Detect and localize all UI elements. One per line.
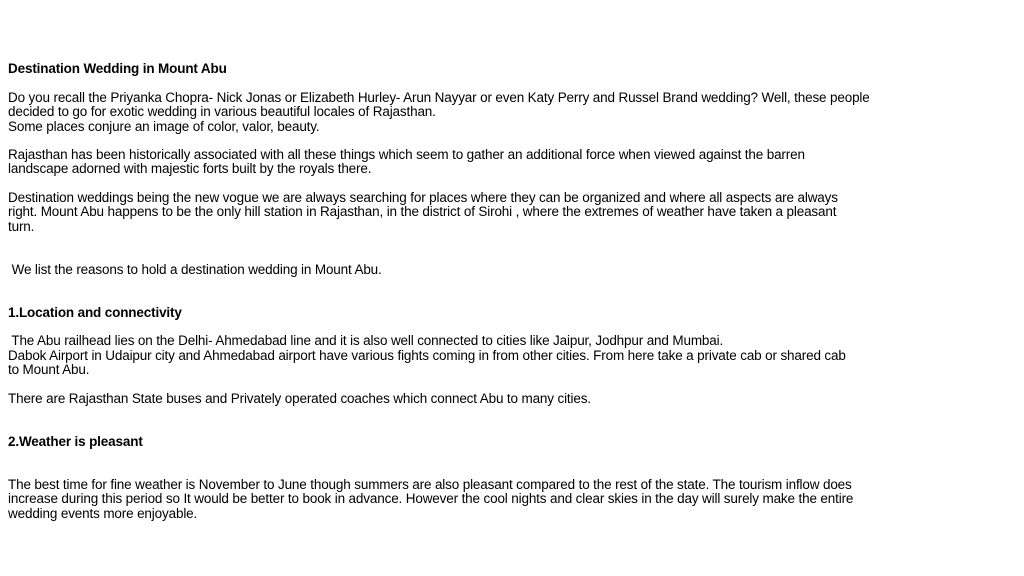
text-line: turn. — [8, 219, 35, 234]
text-line: wedding events more enjoyable. — [8, 506, 198, 521]
document-title: Destination Wedding in Mount Abu — [8, 61, 227, 76]
text-line: Rajasthan has been historically associated with all these things which seem to gather an additional force when viewed against the barren — [8, 147, 805, 162]
text-line: The Abu railhead lies on the Delhi- Ahmedabad line and it is also well connected to cities like Jaipur, Jodhpur and Mumbai. — [8, 333, 724, 348]
text-line: Destination weddings being the new vogue we are always searching for places where they can be organized and where all aspects are always — [8, 190, 838, 205]
text-line: increase during this period so It would be better to book in advance. However the cool nights and clear skies in the day will surely make the entire — [8, 491, 854, 506]
buses-paragraph: There are Rajasthan State buses and Privately operated coaches which connect Abu to many cities. — [8, 391, 591, 406]
text-line: decided to go for exotic wedding in various beautiful locales of Rajasthan. — [8, 104, 436, 119]
reasons-intro: We list the reasons to hold a destination wedding in Mount Abu. — [8, 262, 382, 277]
section-heading-location: 1.Location and connectivity — [8, 305, 182, 320]
text-line: landscape adorned with majestic forts built by the royals there. — [8, 161, 372, 176]
text-line: Some places conjure an image of color, valor, beauty. — [8, 119, 320, 134]
text-line: right. Mount Abu happens to be the only hill station in Rajasthan, in the district of Sirohi , where the extremes of weather have taken a pleasant — [8, 204, 837, 219]
section-heading-weather: 2.Weather is pleasant — [8, 434, 143, 449]
text-line: Dabok Airport in Udaipur city and Ahmedabad airport have various fights coming in from other cities. From here take a private cab or shared cab — [8, 348, 846, 363]
text-line: to Mount Abu. — [8, 362, 90, 377]
text-line: Do you recall the Priyanka Chopra- Nick Jonas or Elizabeth Hurley- Arun Nayyar or even Katy Perry and Russel Brand wedding? Well, these people — [8, 90, 870, 105]
text-line: The best time for fine weather is November to June though summers are also pleasant compared to the rest of the state. The tourism inflow does — [8, 477, 852, 492]
